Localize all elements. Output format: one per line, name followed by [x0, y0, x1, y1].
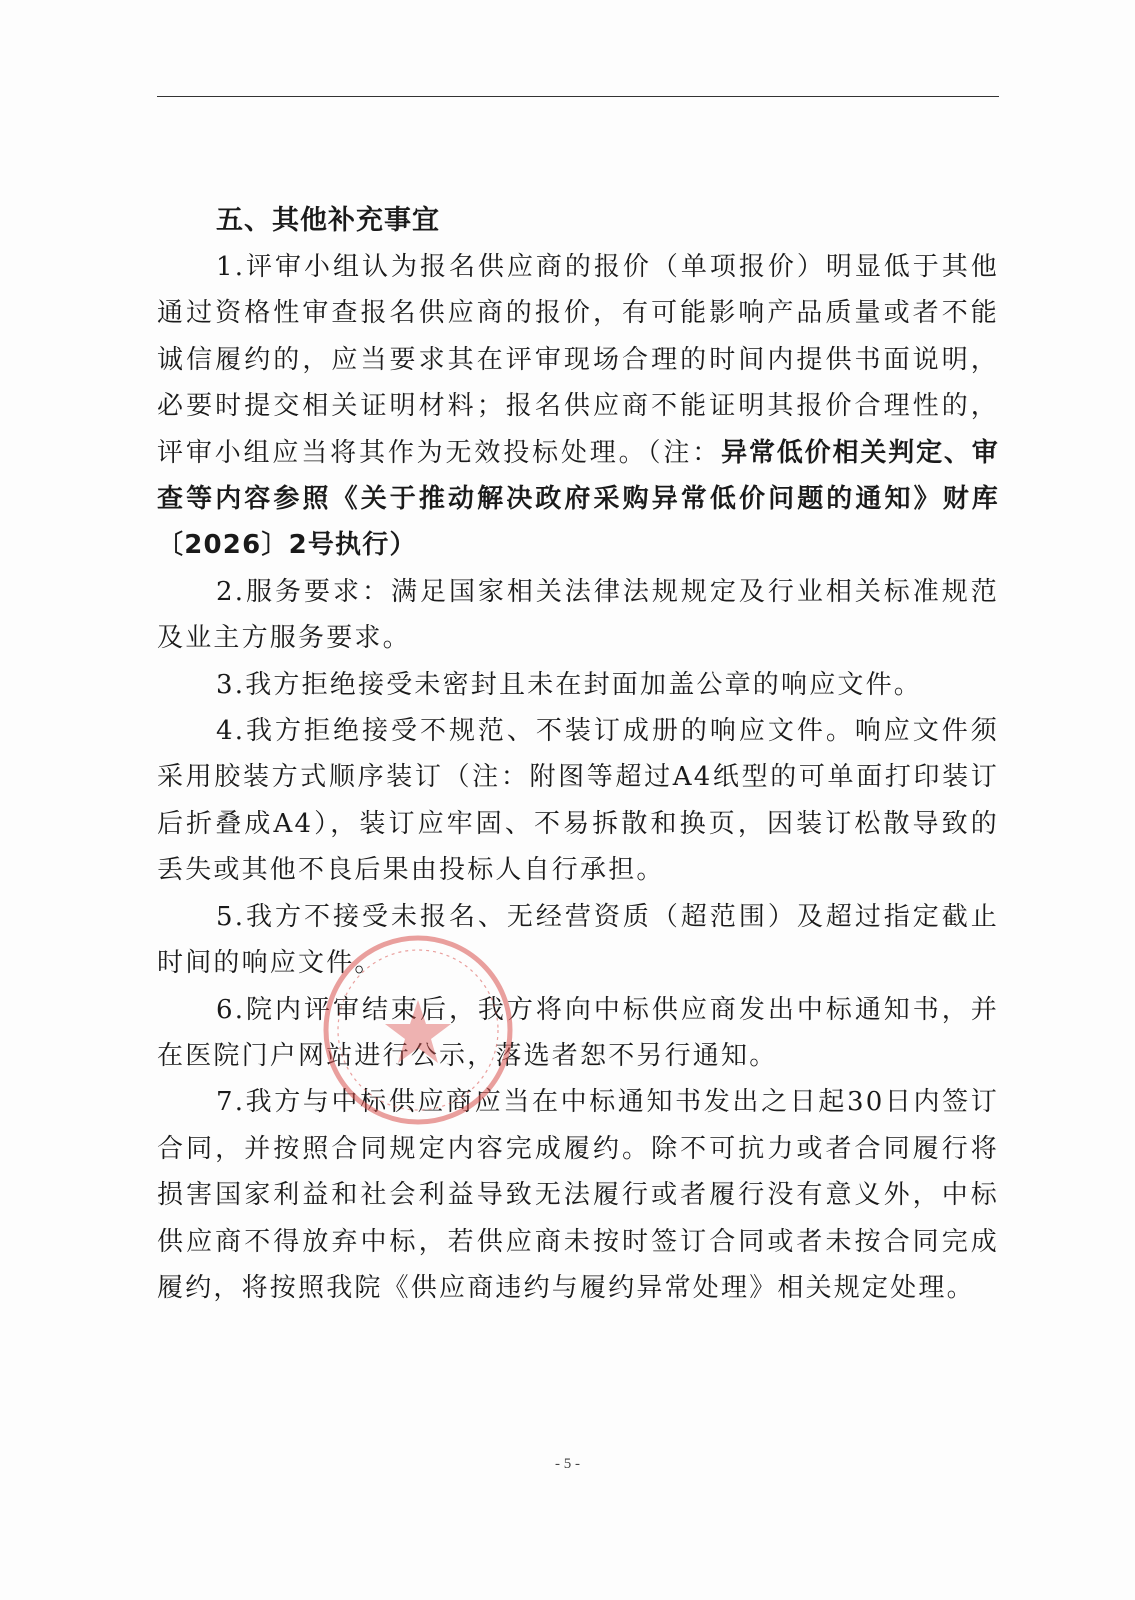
paragraph-7: 7.我方与中标供应商应当在中标通知书发出之日起30日内签订合同，并按照合同规定内容完成履约。除不可抗力或者合同履行将损害国家利益和社会利益导致无法履行或者履行没有意义外，中标供应商不得放弃中标，若供应商未按时签订合同或者未按合同完成履约，将按照我院《供应商违约与履约异常处理》相关规定处理。 [157, 1087, 999, 1303]
section-title: 五、其他补充事宜 [216, 205, 440, 236]
paragraph-6: 6.院内评审结束后，我方将向中标供应商发出中标通知书，并在医院门户网站进行公示，落选者恕不另行通知。 [157, 994, 999, 1071]
paragraph-1-bold-note: 异常低价相关判定、审查等内容参照《关于推动解决政府采购异常低价问题的通知》财库〔2026〕2号执行） [157, 437, 999, 561]
page-number: - 5 - [555, 1456, 580, 1472]
paragraph-1-text: 1.评审小组认为报名供应商的报价（单项报价）明显低于其他通过资格性审查报名供应商的报价，有可能影响产品质量或者不能诚信履约的，应当要求其在评审现场合理的时间内提供书面说明，必要时提交相关证明材料；报名供应商不能证明其报价合理性的，评审小组应当将其作为无效投标处理。（注： [157, 252, 999, 468]
paragraph-4: 4.我方拒绝接受不规范、不装订成册的响应文件。响应文件须采用胶装方式顺序装订（注：附图等超过A4纸型的可单面打印装订后折叠成A4），装订应牢固、不易拆散和换页，因装订松散导致的丢失或其他不良后果由投标人自行承担。 [157, 716, 999, 886]
document-body [157, 198, 999, 1311]
paragraph-2: 2.服务要求：满足国家相关法律法规规定及行业相关标准规范及业主方服务要求。 [157, 576, 999, 654]
paragraph-5: 5.我方不接受未报名、无经营资质（超范围）及超过指定截止时间的响应文件。 [157, 901, 999, 979]
paragraph-1 [157, 244, 999, 569]
header-rule [157, 96, 999, 97]
paragraph-3: 3.我方拒绝接受未密封且未在封面加盖公章的响应文件。 [216, 669, 923, 700]
